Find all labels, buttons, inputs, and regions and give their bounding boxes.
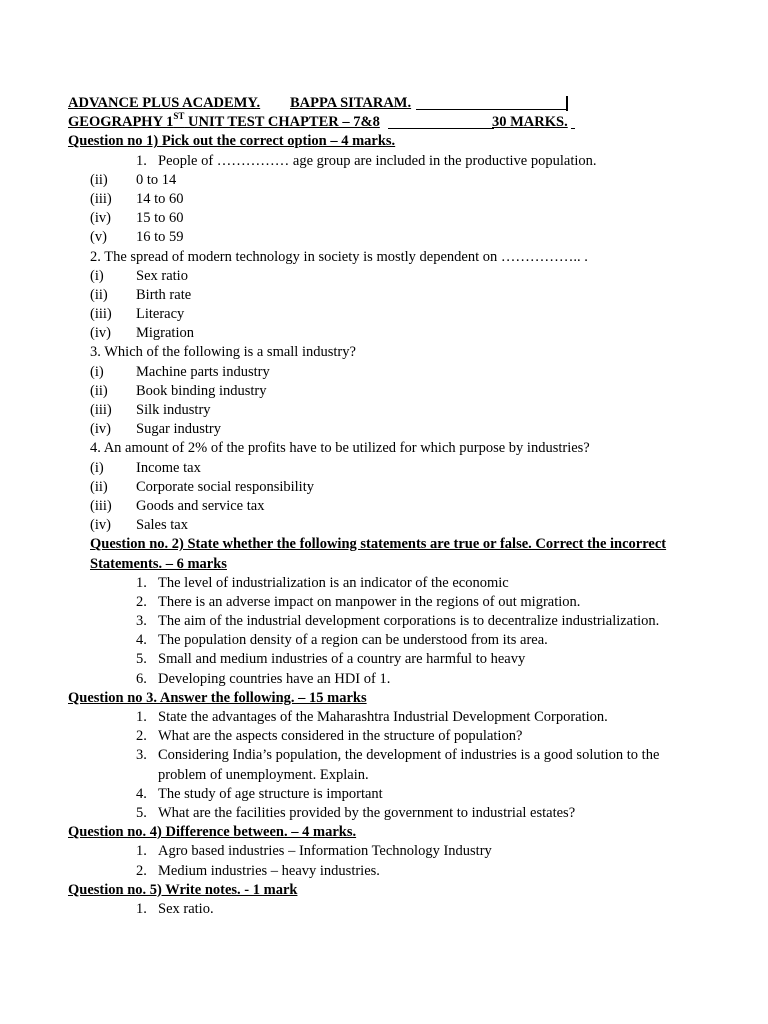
- option-row: [68, 363, 708, 382]
- q2-heading-text-2: Statements. – 6 marks: [90, 555, 227, 572]
- item-num: 3.: [136, 747, 147, 764]
- list-item: [68, 631, 708, 650]
- list-item: [68, 727, 708, 746]
- item-num: 2.: [136, 593, 147, 610]
- option-text: 16 to 59: [136, 229, 184, 246]
- academy-name: ADVANCE PLUS ACADEMY.: [68, 95, 261, 111]
- option-text: Literacy: [136, 306, 185, 323]
- item-text: The level of industrialization is an indicator of the economic: [158, 574, 509, 591]
- option-label: (ii): [90, 171, 108, 188]
- option-row: [68, 286, 708, 305]
- option-label: (iv): [90, 517, 111, 534]
- q2-heading-text-1: Question no. 2) State whether the following statements are true or false. Correct the incorrect: [90, 536, 667, 553]
- option-text: Sex ratio: [136, 267, 188, 284]
- item-num: 2.: [136, 862, 147, 879]
- option-row: [68, 459, 708, 478]
- option-row: [68, 228, 708, 247]
- option-label: (iv): [90, 325, 111, 342]
- item-text: Sex ratio.: [158, 900, 214, 917]
- option-row: [68, 171, 708, 190]
- option-row: [68, 324, 708, 343]
- list-item: [68, 746, 708, 765]
- option-label: (iii): [90, 306, 112, 323]
- item-num: 6.: [136, 670, 147, 687]
- option-row: [68, 382, 708, 401]
- exam-title-pre: GEOGRAPHY 1: [68, 114, 174, 131]
- option-text: 0 to 14: [136, 171, 177, 188]
- list-item: [68, 842, 708, 861]
- list-item: [68, 862, 708, 881]
- option-label: (i): [90, 267, 104, 284]
- item-text: State the advantages of the Maharashtra Industrial Development Corporation.: [158, 709, 608, 725]
- marks-underline: [571, 128, 575, 129]
- item-text: Developing countries have an HDI of 1.: [158, 670, 391, 687]
- option-text: Sales tax: [136, 517, 188, 534]
- option-row: [68, 516, 708, 535]
- list-item: [68, 574, 708, 593]
- item-text: Considering India’s population, the development of industries is a good solution to the: [158, 747, 660, 764]
- option-label: (iii): [90, 190, 112, 207]
- item-text: The aim of the industrial development corporations is to decentralize industrialization.: [158, 613, 660, 630]
- option-text: Sugar industry: [136, 421, 221, 438]
- total-marks: 30 MARKS.: [492, 114, 568, 131]
- option-label: (v): [90, 229, 107, 246]
- item-text: The population density of a region can be understood from its area.: [158, 632, 548, 649]
- option-text: Birth rate: [136, 286, 192, 303]
- item-text: Agro based industries – Information Technology Industry: [158, 843, 492, 860]
- option-row: [68, 209, 708, 228]
- option-label: (ii): [90, 382, 108, 399]
- option-text: Migration: [136, 325, 194, 342]
- q1-sub4-text: 4. An amount of 2% of the profits have to be utilized for which purpose by industries?: [90, 440, 590, 457]
- option-label: (i): [90, 459, 104, 476]
- q1-sub1: [68, 152, 708, 171]
- q1-sub2: [68, 248, 708, 267]
- option-row: [68, 305, 708, 324]
- list-item: [68, 785, 708, 804]
- option-text: 14 to 60: [136, 190, 184, 207]
- option-text: Income tax: [136, 459, 201, 476]
- item-num: 1.: [136, 900, 147, 917]
- item-num: 1.: [136, 843, 147, 860]
- item-text: What are the aspects considered in the structure of population?: [158, 728, 523, 745]
- list-item: [68, 593, 708, 612]
- q2-heading-line-2: [68, 555, 708, 574]
- item-text: Medium industries – heavy industries.: [158, 862, 380, 879]
- exam-title-post: UNIT TEST CHAPTER – 7&8: [184, 114, 380, 131]
- header-bar: [566, 96, 568, 111]
- list-item: [68, 900, 708, 919]
- q1-sub3: [68, 343, 708, 362]
- option-label: (i): [90, 363, 104, 380]
- option-label: (ii): [90, 478, 108, 495]
- item-num: 1.: [136, 574, 147, 591]
- option-label: (iv): [90, 210, 111, 227]
- q1-sub4: [68, 439, 708, 458]
- q1-sub1-num: 1.: [136, 152, 147, 169]
- option-text: 15 to 60: [136, 210, 184, 227]
- q5-heading: Question no. 5) Write notes. - 1 mark: [68, 881, 298, 898]
- option-row: [68, 190, 708, 209]
- option-text: Corporate social responsibility: [136, 478, 314, 495]
- exam-page: [68, 94, 708, 919]
- exam-title: [68, 113, 380, 132]
- q1-sub3-text: 3. Which of the following is a small industry?: [90, 344, 356, 361]
- list-item: [68, 804, 708, 823]
- item-num: 4.: [136, 632, 147, 649]
- header-line-2: [68, 113, 708, 132]
- item-num: 1.: [136, 709, 147, 725]
- option-label: (ii): [90, 286, 108, 303]
- option-text: Silk industry: [136, 402, 211, 418]
- option-text: Goods and service tax: [136, 497, 265, 514]
- option-row: [68, 420, 708, 439]
- option-text: Machine parts industry: [136, 363, 270, 380]
- item-num: 5.: [136, 651, 147, 668]
- item-num: 5.: [136, 804, 147, 821]
- title-underline: [388, 128, 494, 129]
- list-item: [68, 708, 708, 727]
- option-label: (iv): [90, 421, 111, 438]
- item-text: The study of age structure is important: [158, 785, 383, 802]
- list-item: [68, 650, 708, 669]
- item-text: There is an adverse impact on manpower in the regions of out migration.: [158, 593, 581, 610]
- header-underline: [416, 109, 568, 110]
- option-row: [68, 478, 708, 497]
- list-item: [68, 670, 708, 689]
- item-text: problem of unemployment. Explain.: [158, 766, 369, 783]
- q1-heading: Question no 1) Pick out the correct option – 4 marks.: [68, 133, 396, 150]
- option-label: (iii): [90, 402, 112, 418]
- q2-heading-line-1: [68, 535, 708, 554]
- item-text: Small and medium industries of a country are harmful to heavy: [158, 651, 526, 668]
- item-num: 2.: [136, 728, 147, 745]
- list-item-continuation: [68, 766, 708, 785]
- item-num: 4.: [136, 785, 147, 802]
- header-line-1: [68, 94, 708, 113]
- option-row: [68, 401, 708, 420]
- q4-heading: Question no. 4) Difference between. – 4 marks.: [68, 824, 357, 841]
- option-row: [68, 267, 708, 286]
- item-num: 3.: [136, 613, 147, 630]
- exam-title-sup: ST: [173, 111, 185, 122]
- list-item: [68, 612, 708, 631]
- q3-heading: Question no 3. Answer the following. – 15 marks: [68, 689, 367, 706]
- header-greeting: BAPPA SITARAM.: [290, 95, 412, 111]
- item-text: What are the facilities provided by the government to industrial estates?: [158, 804, 576, 821]
- option-label: (iii): [90, 497, 112, 514]
- q1-sub2-text: 2. The spread of modern technology in society is mostly dependent on …………….. .: [90, 248, 588, 265]
- option-row: [68, 497, 708, 516]
- option-text: Book binding industry: [136, 382, 267, 399]
- q1-sub1-text: People of …………… age group are included in the productive population.: [158, 152, 597, 169]
